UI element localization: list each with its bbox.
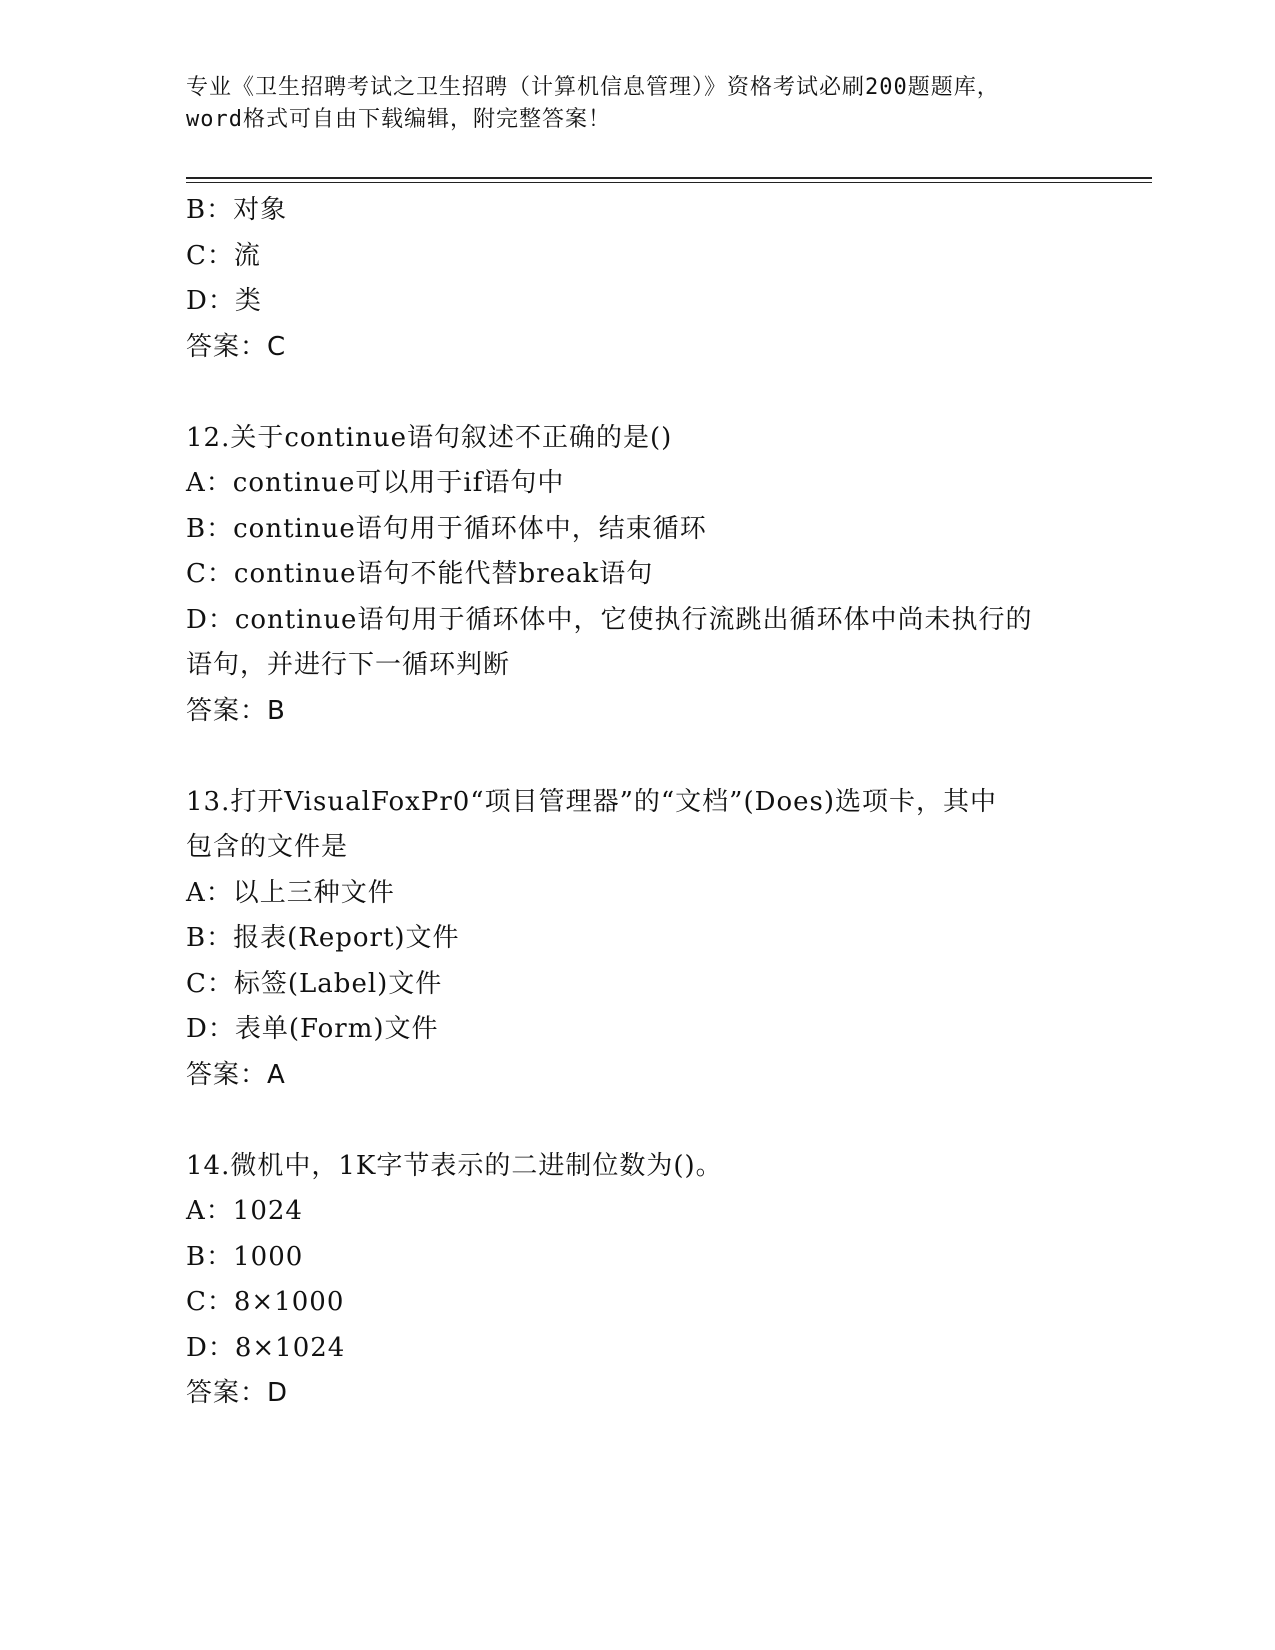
question-stem: 13.打开VisualFoxPr0“项目管理器”的“文档”(Does)选项卡，其中 [186, 786, 997, 817]
header-line-1: 专业《卫生招聘考试之卫生招聘（计算机信息管理）》资格考试必刷200题题库， [186, 75, 1000, 100]
spacer [186, 1098, 1086, 1144]
header-line-2: word格式可自由下载编辑，附完整答案！ [186, 107, 611, 132]
question-12 [186, 416, 1086, 735]
option-a: A：continue可以用于if语句中 [186, 468, 565, 498]
question-13 [186, 780, 1086, 1099]
option-c: C：8×1000 [186, 1287, 345, 1317]
spacer [186, 734, 1086, 780]
header-divider [186, 177, 1152, 183]
option-b: B：continue语句用于循环体中，结束循环 [186, 513, 707, 544]
option-c: C：continue语句不能代替break语句 [186, 559, 654, 589]
answer: 答案：B [186, 695, 286, 726]
option-a: A：1024 [186, 1196, 303, 1226]
option-c: C：标签(Label)文件 [186, 968, 443, 999]
question-14 [186, 1144, 1086, 1417]
answer: 答案：A [186, 1059, 286, 1090]
spacer [186, 370, 1086, 416]
option-b: B：对象 [186, 195, 288, 225]
option-d: D：类 [186, 286, 262, 316]
answer: 答案：C [186, 331, 287, 362]
option-c: C：流 [186, 240, 261, 271]
option-b: B：报表(Report)文件 [186, 923, 460, 953]
question-stem-continued: 包含的文件是 [186, 832, 349, 862]
question-list [186, 188, 1086, 1417]
option-a: A：以上三种文件 [186, 877, 395, 908]
option-d: D：continue语句用于循环体中，它使执行流跳出循环体中尚未执行的 [186, 604, 1033, 635]
option-d-continued: 语句，并进行下一循环判断 [186, 650, 511, 680]
option-d: D：8×1024 [186, 1332, 346, 1363]
option-b: B：1000 [186, 1241, 304, 1272]
option-d: D：表单(Form)文件 [186, 1014, 439, 1044]
answer: 答案：D [186, 1378, 289, 1408]
document-header [186, 72, 1086, 136]
question-11-tail [186, 188, 1086, 370]
question-stem: 14.微机中，1K字节表示的二进制位数为()。 [186, 1150, 723, 1181]
question-stem: 12.关于continue语句叙述不正确的是() [186, 422, 673, 453]
